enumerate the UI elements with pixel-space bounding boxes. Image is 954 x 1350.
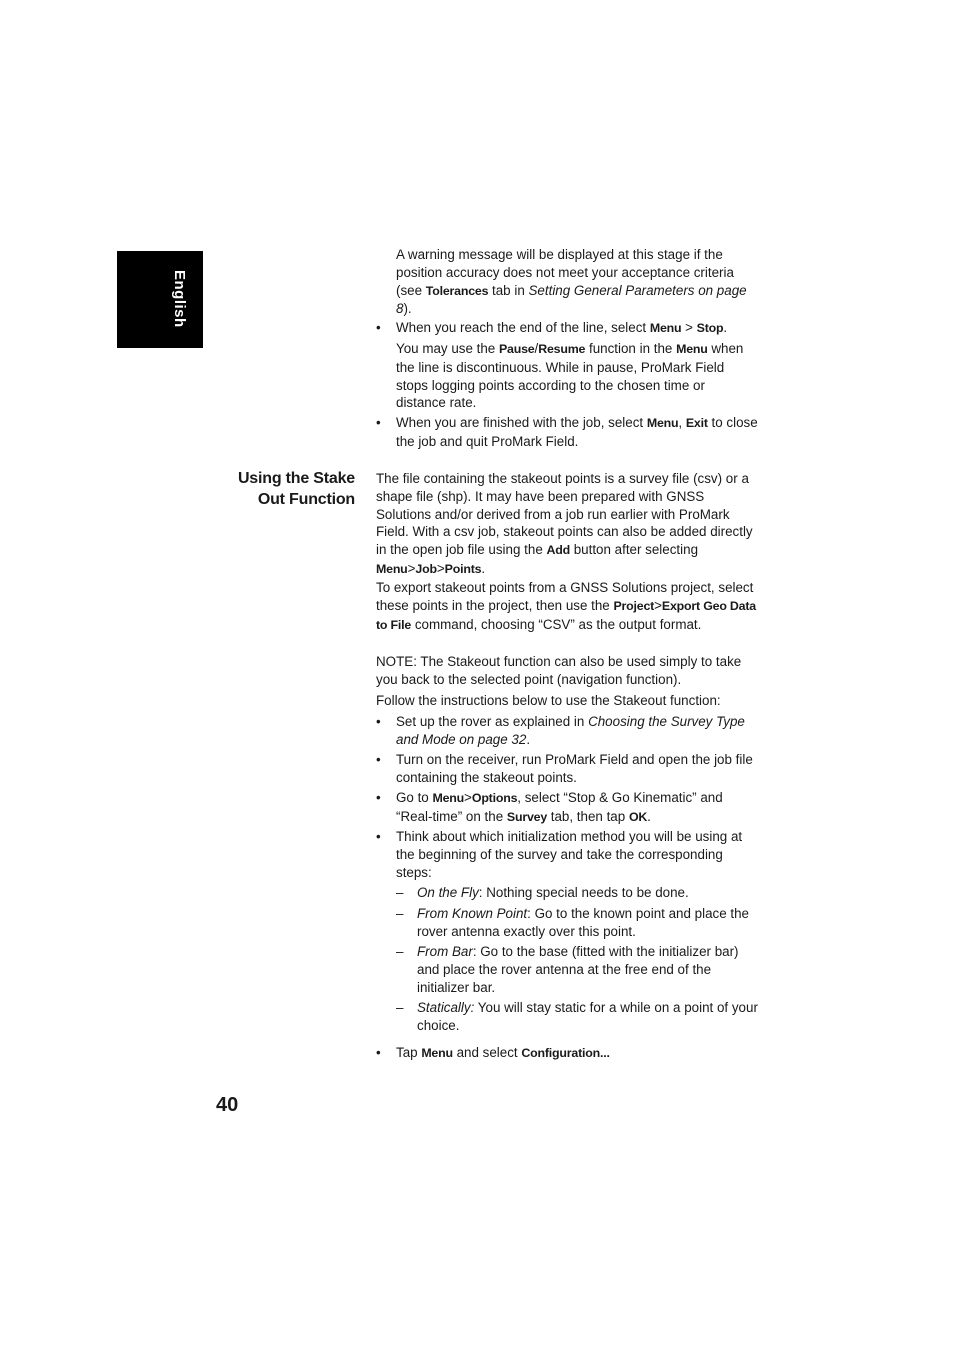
dash-glyph: – <box>396 944 404 959</box>
pause-paragraph: You may use the Pause/Resume function in the Menu when the line is discontinuous. While in pause, ProMark Field stops logging points according to the chosen time or distance rate. <box>396 341 744 411</box>
section-heading <box>200 468 355 510</box>
bullet-glyph: • <box>376 752 381 767</box>
dash-glyph: – <box>396 1000 404 1015</box>
dash-glyph: – <box>396 885 404 900</box>
bullet-glyph: • <box>376 320 381 335</box>
dash-glyph: – <box>396 906 404 921</box>
follow-paragraph: Follow the instructions below to use the Stakeout function: <box>376 693 721 708</box>
statically-item: Statically: You will stay static for a while on a point of your choice. <box>417 1000 758 1033</box>
language-tab-label: English <box>171 270 188 328</box>
from-bar-item: From Bar: Go to the base (fitted with the initializer bar) and place the rover antenna at the free end of the initializer bar. <box>417 944 739 995</box>
section-heading-line: Using the Stake <box>237 470 355 487</box>
file-paragraph: The file containing the stakeout points is a survey file (csv) or a shape file (shp). It may have been prepared with GNSS Solutions and/or derived from a job run earlier with ProMark Field. With a csv job, stakeout points can also be added directly in the open job file using the Add button after selecting Menu>Job>Points. <box>376 471 753 576</box>
known-point-item: From Known Point: Go to the known point and place the rover antenna exactly over this point. <box>417 906 749 939</box>
note-paragraph: NOTE: The Stakeout function can also be used simply to take you back to the selected point (navigation function). <box>376 654 742 687</box>
bullet-glyph: • <box>376 714 381 729</box>
setup-item: Set up the rover as explained in Choosing the Survey Type and Mode on page 32. <box>396 714 745 747</box>
bullet-glyph: • <box>376 829 381 844</box>
page-number: 40 <box>216 1094 239 1116</box>
bullet-glyph: • <box>376 415 381 430</box>
end-of-line-item: When you reach the end of the line, select Menu > Stop. <box>396 320 728 335</box>
finish-item: When you are finished with the job, select Menu, Exit to close the job and quit ProMark Field. <box>396 415 758 449</box>
warning-paragraph: A warning message will be displayed at this stage if the position accuracy does not meet your acceptance criteria (see Tolerances tab in Setting General Parameters on page 8). <box>396 247 747 317</box>
bullet-glyph: • <box>376 790 381 805</box>
go-to-item: Go to Menu>Options, select “Stop & Go Kinematic” and “Real-time” on the Survey tab, then tap OK. <box>396 790 723 824</box>
section-heading-line: Out Function <box>257 491 355 508</box>
export-paragraph: To export stakeout points from a GNSS Solutions project, select these points in the project, then use the Project>Export Geo Data to File command, choosing “CSV” as the output format. <box>376 580 756 632</box>
tap-item: Tap Menu and select Configuration... <box>396 1045 610 1060</box>
language-tab <box>117 251 203 348</box>
bullet-glyph: • <box>376 1045 381 1060</box>
turn-on-item: Turn on the receiver, run ProMark Field and open the job file containing the stakeout points. <box>396 752 753 785</box>
on-the-fly-item: On the Fly: Nothing special needs to be done. <box>417 885 689 900</box>
think-item: Think about which initialization method you will be using at the beginning of the survey and take the corresponding steps: <box>396 829 743 880</box>
